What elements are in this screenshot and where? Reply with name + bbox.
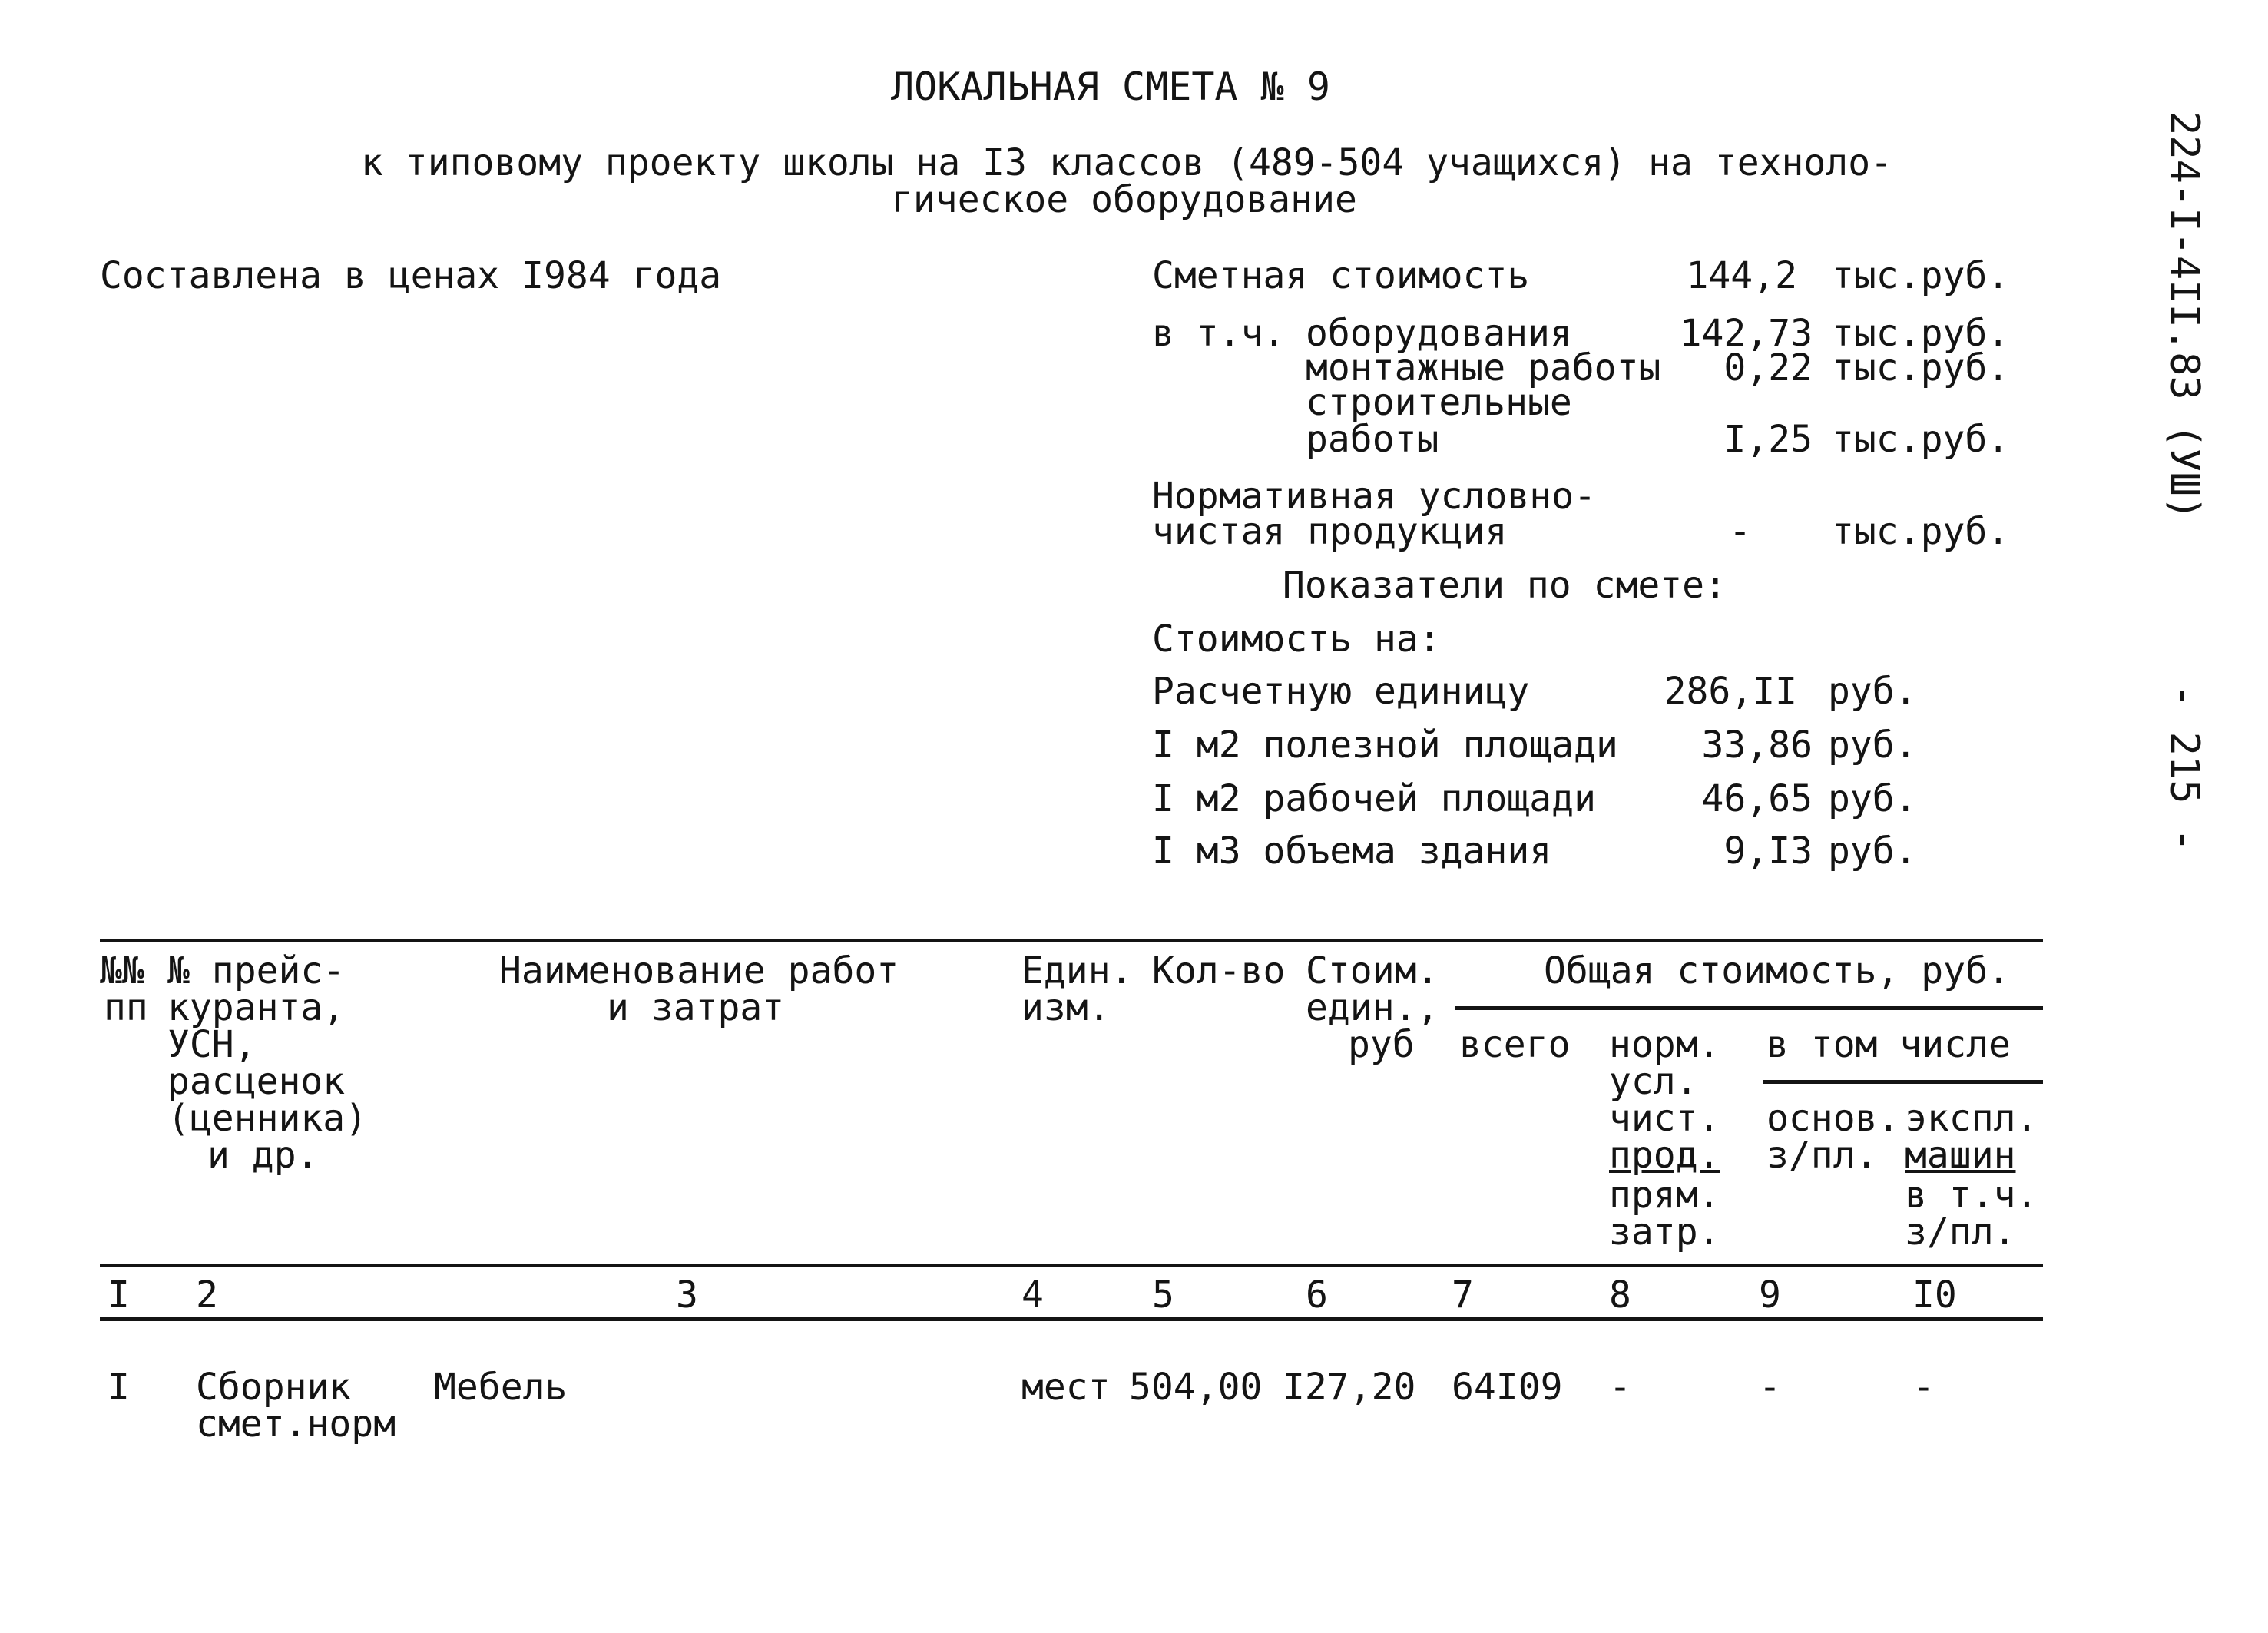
colnum-6: 6 (1306, 1274, 1328, 1317)
install-unit: тыс.руб. (1832, 346, 2010, 389)
equipment-unit: тыс.руб. (1832, 312, 2010, 355)
col-norm-header-4: прод. (1609, 1134, 1720, 1177)
colnum-7: 7 (1452, 1274, 1474, 1317)
row-name: Мебель (434, 1366, 568, 1409)
normative-label-cont: чистая продукция (1152, 510, 1508, 553)
total-cost-group-header: Общая стоимость, руб. (1544, 949, 2010, 992)
volume-unit: руб. (1828, 830, 1917, 873)
row-norm: - (1609, 1366, 1631, 1409)
work-area-label: I м2 рабочей площади (1152, 777, 1596, 820)
group-underline (1455, 1006, 2043, 1010)
colnum-1: I (108, 1274, 130, 1317)
col-norm-header-3: чист. (1609, 1097, 1720, 1140)
document-subtitle: к типовому проекту школы на I3 классов (489-504 учащихся) на техноло- (361, 141, 1892, 184)
col-norm-header-2: усл. (1609, 1060, 1698, 1103)
construction-label: строительные (1306, 381, 1572, 424)
col-unit-header-2: изм. (1021, 986, 1111, 1029)
per-unit-unit: руб. (1828, 670, 1917, 713)
install-value: 0,22 (1723, 346, 1813, 389)
construction-label-cont: работы (1306, 418, 1439, 461)
col-machines-header-2: машин (1905, 1134, 2016, 1177)
col-qty-header: Кол-во (1152, 949, 1286, 992)
col-norm-header-6: затр. (1609, 1211, 1720, 1254)
col-num-header-2: пп (104, 986, 148, 1029)
colnum-10: I0 (1912, 1274, 1957, 1317)
col-unit-header: Един. (1021, 949, 1133, 992)
colnum-5: 5 (1152, 1274, 1174, 1317)
col-num-header: №№ (100, 949, 144, 992)
row-price: I27,20 (1283, 1366, 1416, 1409)
row-total: 64I09 (1452, 1366, 1563, 1409)
colnum-3: 3 (676, 1274, 698, 1317)
col-machines-header: экспл. (1905, 1097, 2038, 1140)
document-title: ЛОКАЛЬНАЯ СМЕТА № 9 (891, 65, 1330, 109)
table-top-rule (100, 939, 2043, 942)
col-price-header-3: руб (1348, 1023, 1415, 1066)
install-label: монтажные работы (1306, 346, 1661, 389)
cost-unit: тыс.руб. (1832, 254, 2010, 297)
normative-unit: тыс.руб. (1832, 510, 2010, 553)
colnum-4: 4 (1021, 1274, 1044, 1317)
colnum-8: 8 (1609, 1274, 1631, 1317)
useful-area-unit: руб. (1828, 724, 1917, 767)
colnum-2: 2 (196, 1274, 218, 1317)
col-ref-header-5: (ценника) (167, 1097, 368, 1140)
per-unit-label: Расчетную единицу (1152, 670, 1530, 713)
row-ref-cont: смет.норм (196, 1403, 396, 1446)
col-basic-header-2: з/пл. (1766, 1134, 1878, 1177)
col-machines-header-4: з/пл. (1905, 1211, 2016, 1254)
col-name-header-2: и затрат (607, 986, 785, 1029)
row-ref: Сборник (196, 1366, 352, 1409)
volume-label: I м3 объема здания (1152, 830, 1552, 873)
per-unit-value: 286,II (1664, 670, 1797, 713)
col-ref-header-4: расценок (167, 1060, 346, 1103)
indicators-title: Показатели по смете: (1283, 564, 1727, 607)
row-basic: - (1759, 1366, 1781, 1409)
cost-label: Сметная стоимость (1152, 254, 1530, 297)
col-basic-header: основ. (1766, 1097, 1900, 1140)
col-price-header-2: един., (1306, 986, 1439, 1029)
numbers-bottom-rule (100, 1317, 2043, 1321)
cost-value: 144,2 (1686, 254, 1797, 297)
col-name-header: Наименование работ (499, 949, 899, 992)
colnum-9: 9 (1759, 1274, 1781, 1317)
subgroup-header: в том числе (1766, 1023, 2011, 1066)
col-norm-header: норм. (1609, 1023, 1720, 1066)
construction-value: I,25 (1723, 418, 1813, 461)
normative-label: Нормативная условно- (1152, 475, 1596, 518)
col-ref-header-6: и др. (207, 1134, 319, 1177)
page-number: - 215 - (2161, 684, 2207, 853)
col-machines-header-3: в т.ч. (1905, 1174, 2038, 1217)
useful-area-label: I м2 полезной площади (1152, 724, 1618, 767)
equipment-label: оборудования (1306, 312, 1572, 355)
subgroup-underline (1763, 1080, 2043, 1084)
work-area-unit: руб. (1828, 777, 1917, 820)
side-code: 224-I-4II.83 (УШ) (2161, 111, 2207, 521)
col-ref-header: № прейс- (167, 949, 346, 992)
row-qty: 504,00 (1129, 1366, 1263, 1409)
construction-unit: тыс.руб. (1832, 418, 2010, 461)
work-area-value: 46,65 (1701, 777, 1813, 820)
equipment-value: 142,73 (1679, 312, 1813, 355)
col-norm-header-5: прям. (1609, 1174, 1720, 1217)
prices-note: Составлена в ценах I984 года (100, 254, 722, 297)
col-price-header: Стоим. (1306, 949, 1439, 992)
document-subtitle-cont: гическое оборудование (891, 178, 1357, 221)
normative-value: - (1729, 510, 1751, 553)
header-bottom-rule (100, 1264, 2043, 1267)
cost-on-label: Стоимость на: (1152, 618, 1441, 661)
row-unit: мест (1021, 1366, 1111, 1409)
useful-area-value: 33,86 (1701, 724, 1813, 767)
row-machines: - (1912, 1366, 1935, 1409)
incl-prefix: в т.ч. (1152, 312, 1286, 355)
volume-value: 9,I3 (1723, 830, 1813, 873)
row-num: I (108, 1366, 130, 1409)
col-total-header: всего (1459, 1023, 1571, 1066)
col-ref-header-3: УСН, (167, 1023, 257, 1066)
col-ref-header-2: куранта, (167, 986, 346, 1029)
